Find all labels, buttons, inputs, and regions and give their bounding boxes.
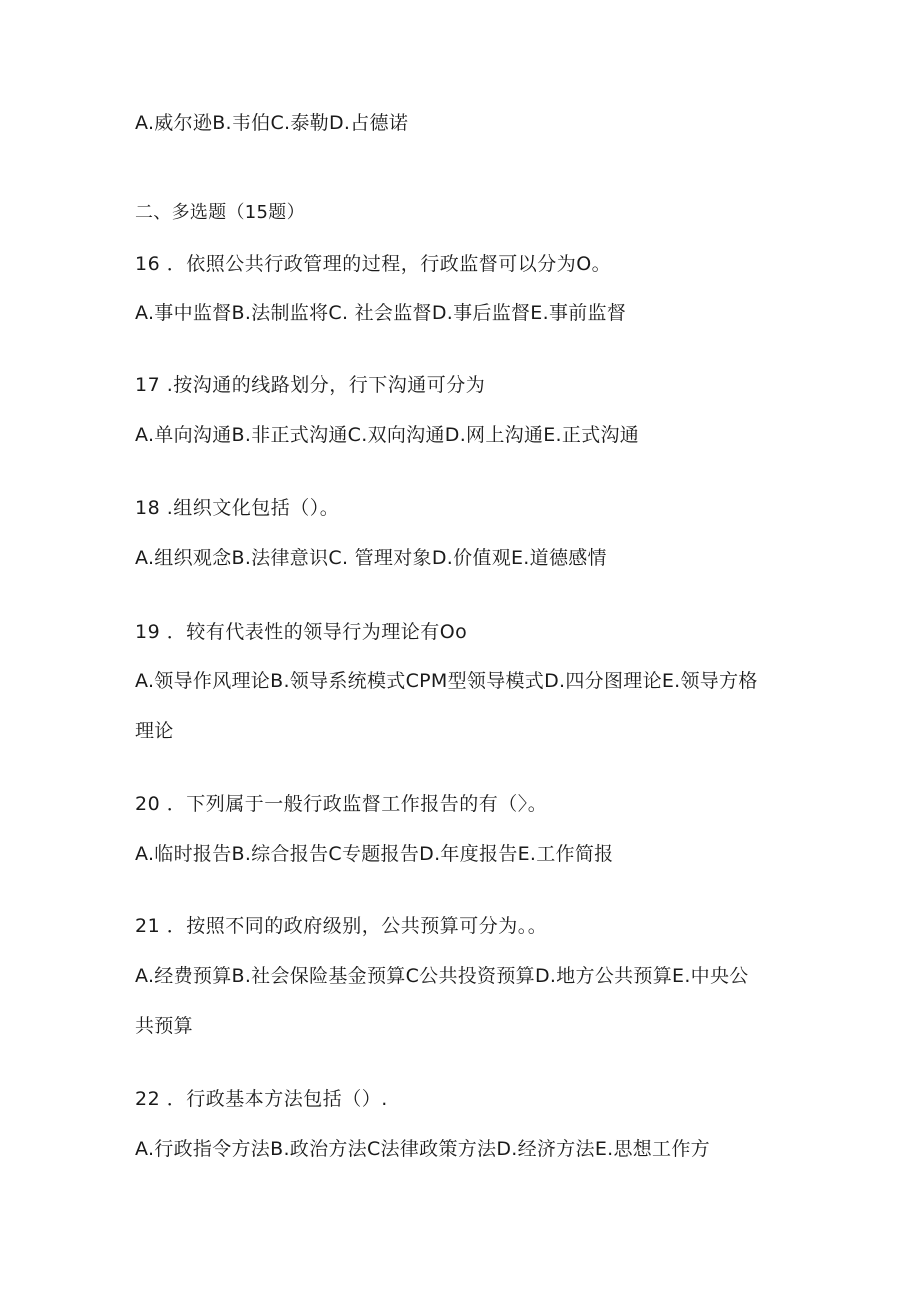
section-heading: 二、多选题（15题） [135,202,305,223]
question-21-options: A.经费预算B.社会保险基金预算C公共投资预算D.地方公共预算E.中央公 [135,965,749,987]
question-18-stem: 18 .组织文化包括（）。 [135,497,340,519]
question-20-options: A.临时报告B.综合报告C专题报告D.年度报告E.工作简报 [135,843,614,865]
question-21-options-continued: 共预算 [135,1015,193,1037]
question-19-stem: 19 ．较有代表性的领导行为理论有Oo [135,621,468,643]
question-17-stem: 17 .按沟通的线路划分，行下沟通可分为 [135,374,486,396]
question-20-stem: 20 ．下列属于一般行政监督工作报告的有（〉。 [135,793,548,815]
question-22-stem: 22 ．行政基本方法包括（）. [135,1088,388,1110]
previous-question-options: A.威尔逊B.韦伯C.泰勒D.占德诺 [135,112,409,134]
question-19-options: A.领导作风理论B.领导系统模式CPM型领导模式D.四分图理论E.领导方格 [135,670,758,692]
question-17-options: A.单向沟通B.非正式沟通C.双向沟通D.网上沟通E.正式沟通 [135,424,640,446]
question-18-options: A.组织观念B.法律意识C. 管理对象D.价值观E.道德感情 [135,547,607,569]
question-21-stem: 21 ．按照不同的政府级别，公共预算可分为。。 [135,915,548,937]
question-19-options-continued: 理论 [135,720,174,742]
question-16-options: A.事中监督B.法制监将C. 社会监督D.事后监督E.事前监督 [135,302,627,324]
question-22-options: A.行政指令方法B.政治方法C法律政策方法D.经济方法E.思想工作方 [135,1138,710,1160]
question-16-stem: 16 ．依照公共行政管理的过程，行政监督可以分为O。 [135,253,612,275]
